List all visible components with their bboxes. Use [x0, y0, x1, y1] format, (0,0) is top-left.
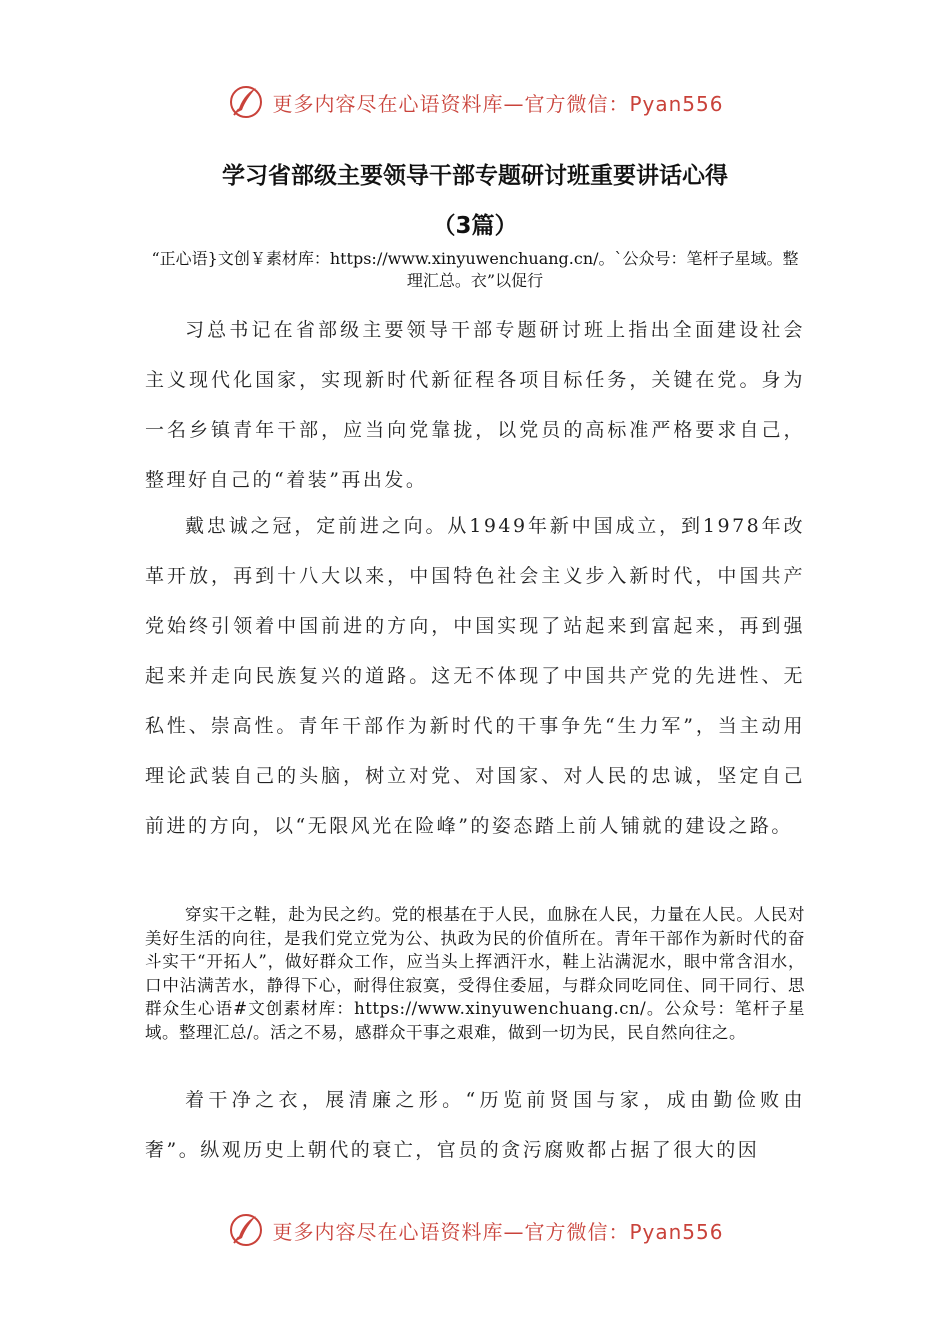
banner-text: 更多内容尽在心语资料库—官方微信：Pyan556	[272, 91, 724, 116]
banner-text: 更多内容尽在心语资料库—官方微信：Pyan556	[272, 1219, 724, 1244]
paragraph-1: 习总书记在省部级主要领导干部专题研讨班上指出全面建设社会主义现代化国家，实现新时代新征程各项目标任务，关键在党。身为一名乡镇青年干部，应当向党靠拢，以党员的高标准严格要求自己，整理好自己的“着装”再出发。	[145, 319, 805, 491]
document-title: 学习省部级主要领导干部专题研讨班重要讲话心得	[222, 163, 728, 189]
paragraph-2: 戴忠诚之冠，定前进之向。从1949年新中国成立，到1978年改革开放，再到十八大以来，中国特色社会主义步入新时代，中国共产党始终引领着中国前进的方向，中国实现了站起来到富起来，再到强起来并走向民族复兴的道路。这无不体现了中国共产党的先进性、无私性、崇高性。青年干部作为新时代的干事争先“生力军”，当主动用理论武装自己的头脑，树立对党、对国家、对人民的忠诚，坚定自己前进的方向，以“无限风光在险峰”的姿态踏上前人铺就的建设之路。	[145, 515, 805, 837]
source-note: “正心语}文创￥素材库：https://www.xinyuwenchuang.cn/。`公众号：笔杆子星域。整理汇总。衣”以促行	[151, 249, 799, 290]
header-banner	[0, 80, 950, 124]
paragraph-3: 穿实干之鞋，赴为民之约。党的根基在于人民，血脉在人民，力量在人民。人民对美好生活的向往，是我们党立党为公、执政为民的价值所在。青年干部作为新时代的奋斗实干“开拓人”，做好群众工作，应当头上挥洒汗水，鞋上沾满泥水，眼中常含泪水，口中沾满苦水，静得下心，耐得住寂寞，受得住委屈，与群众同吃同住、同干同行、思群众生心语#文创素材库：https://www.xinyuwenchuang.cn/。公众号：笔杆子星域。整理汇总/。活之不易，感群众干事之艰难，做到一切为民，民自然向往之。	[145, 905, 805, 1042]
quill-logo-icon	[226, 1210, 266, 1250]
quill-logo-icon	[226, 82, 266, 122]
paragraph-4: 着干净之衣，展清廉之形。“历览前贤国与家，成由勤俭败由奢”。纵观历史上朝代的衰亡，官员的贪污腐败都占据了很大的因	[145, 1089, 805, 1161]
document-subtitle: （3篇）	[432, 213, 518, 239]
footer-banner	[0, 1208, 950, 1252]
